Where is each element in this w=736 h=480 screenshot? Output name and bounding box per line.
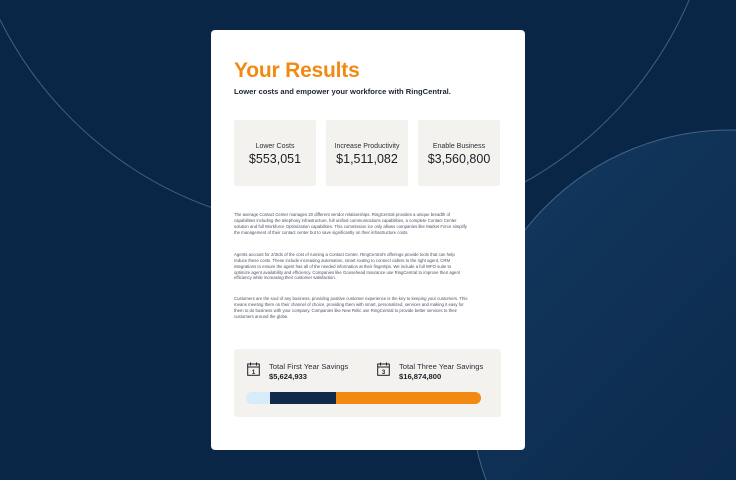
savings-value: $16,874,800	[399, 372, 442, 381]
paragraph-agents: Agents account for 2/3rds of the cost of running a Contact Center. RingCentral's offerings provide tools that can help reduce these costs. These include increasing automation, smart routing to connect callers to the right agent, CRM integrations to ensure the agent has all of the needed information at their fingertips. We include a full WFO suite to optimize agent availability and efficiency. Companies like Goosehead Insurance use RingCentral to improve their agent efficiency while increasing their customer satisfaction.	[234, 252, 461, 281]
stat-increase-productivity	[326, 120, 408, 186]
savings-panel	[234, 349, 501, 417]
paragraph-vendors: The average Contact Center manages 20 different vendor relationships. RingCentral provides a unique breadth of capabilities including the telephony infrastructure, full unified communications capabilities, a complete Contact Center solution and full Workforce Optimization capabilities. This commission ice only allows companies like Market Force simplify the management of their contact center but to save significantly on their infrastructure costs.	[234, 212, 467, 235]
page-title: Your Results	[234, 59, 360, 82]
savings-progress-bar	[246, 392, 481, 404]
calendar-1-icon	[247, 362, 260, 376]
stat-value: $1,511,082	[336, 152, 398, 166]
stat-label: Increase Productivity	[334, 143, 400, 150]
paragraph-customers: Customers are the soul of any business, providing positive customer experience is the key to keeping your customers. This means meeting them on their channel of choice, providing them with smart, personalized, services and making it easy for them to do business with your company. Companies like New Relic use RingCentral to provide better services to their customers around the globe.	[234, 296, 468, 319]
calendar-digit: 3	[381, 369, 386, 376]
stat-enable-business	[418, 120, 500, 186]
bar-segment-lower-costs	[246, 392, 270, 404]
stat-value: $553,051	[248, 152, 302, 166]
page-subtitle: Lower costs and empower your workforce with RingCentral.	[234, 87, 451, 96]
savings-label: Total Three Year Savings	[399, 362, 484, 371]
bar-segment-increase-productivity	[270, 392, 336, 404]
stat-lower-costs	[234, 120, 316, 186]
bar-segment-enable-business	[336, 392, 481, 404]
calendar-3-icon	[377, 362, 390, 376]
savings-value: $5,624,933	[269, 372, 308, 381]
stat-label: Lower Costs	[255, 143, 295, 150]
stat-label: Enable Business	[432, 143, 486, 150]
calendar-digit: 1	[251, 369, 256, 376]
stat-value: $3,560,800	[427, 152, 491, 166]
savings-label: Total First Year Savings	[269, 362, 349, 371]
results-card	[211, 30, 525, 450]
